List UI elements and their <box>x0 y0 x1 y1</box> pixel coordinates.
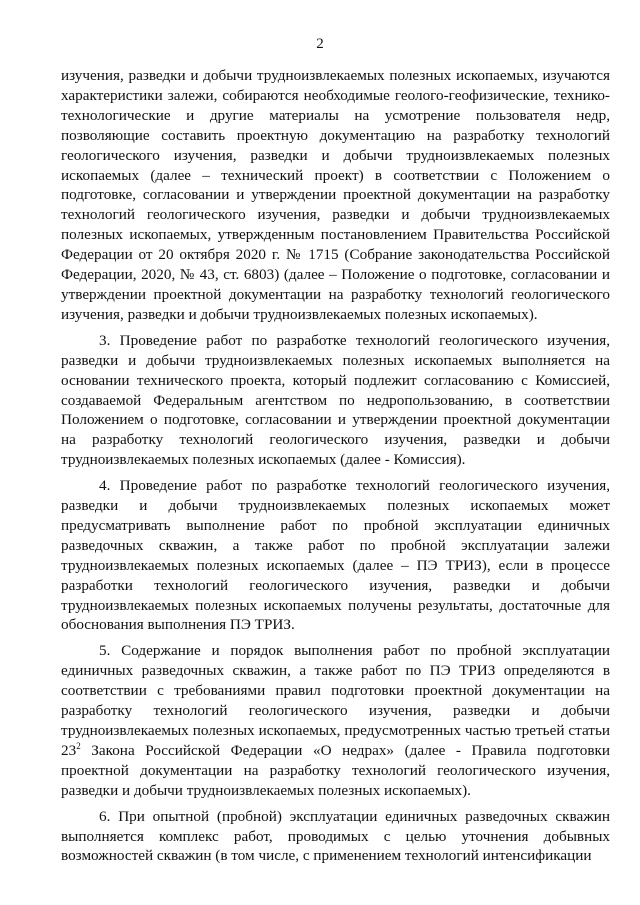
paragraph-6: 6. При опытной (пробной) эксплуатации единичных разведочных скважин выполняется комплекс работ, проводимых с целью уточнения добывных возможностей скважин (в том числе, с применением технологий интенсификации <box>61 807 610 865</box>
paragraph-5-text-before: 5. Содержание и порядок выполнения работ по пробной эксплуатации единичных разведочных скважин, а также работ по ПЭ ТРИЗ определяются в соответствии с требованиями правил подготовки проектной документации на разработку технологий геологического изучения, разведки и добычи трудноизвлекаемых полезных ископаемых, предусмотренных частью третьей статьи 23 <box>61 642 610 759</box>
paragraph-3: 3. Проведение работ по разработке технологий геологического изучения, разведки и добычи трудноизвлекаемых полезных ископаемых выполняется на основании технического проекта, который подлежит согласованию с Комиссией, создаваемой Федеральным агентством по недропользованию, в соответствии Положением о подготовке, согласовании и утверждении проектной документации на разработку технологий геологического изучения, разведки и добычи трудноизвлекаемых полезных ископаемых (далее - Комиссия). <box>61 331 610 469</box>
paragraph-continuation: изучения, разведки и добычи трудноизвлекаемых полезных ископаемых, изучаются характеристики залежи, собираются необходимые геолого-геофизические, технико-технологические и другие материалы на усмотрение пользователя недр, позволяющие составить проектную документацию на разработку технологий геологического изучения, разведки и добычи трудноизвлекаемых полезных ископаемых (далее – технический проект) в соответствии с Положением о подготовке, согласовании и утверждении проектной документации на разработку технологий геологического изучения, разведки и добычи трудноизвлекаемых полезных ископаемых, утвержденным постановлением Правительства Российской Федерации от 20 октября 2020 г. № 1715 (Собрание законодательства Российской Федерации, 2020, № 43, ст. 6803) (далее – Положение о подготовке, согласовании и утверждении проектной документации на разработку технологий геологического изучения, разведки и добычи трудноизвлекаемых полезных ископаемых). <box>61 67 610 323</box>
paragraph-5-text-after: Закона Российской Федерации «О недрах» (далее - Правила подготовки проектной документации на разработку технологий геологического изучения, разведки и добычи трудноизвлекаемых полезных ископаемых). <box>61 741 610 799</box>
paragraph-5 <box>61 641 610 800</box>
document-body <box>61 66 610 866</box>
page-number: 2 <box>316 36 324 52</box>
article-superscript: 2 <box>76 740 81 751</box>
paragraph-4: 4. Проведение работ по разработке технологий геологического изучения, разведки и добычи трудноизвлекаемых полезных ископаемых может предусматривать выполнение работ по пробной эксплуатации единичных разведочных скважин, а также работ по пробной эксплуатации залежи трудноизвлекаемых полезных ископаемых (далее – ПЭ ТРИЗ), если в процессе разработки технологий геологического изучения, разведки и добычи трудноизвлекаемых полезных ископаемых получены результаты, достаточные для обоснования выполнения ПЭ ТРИЗ. <box>61 477 610 634</box>
